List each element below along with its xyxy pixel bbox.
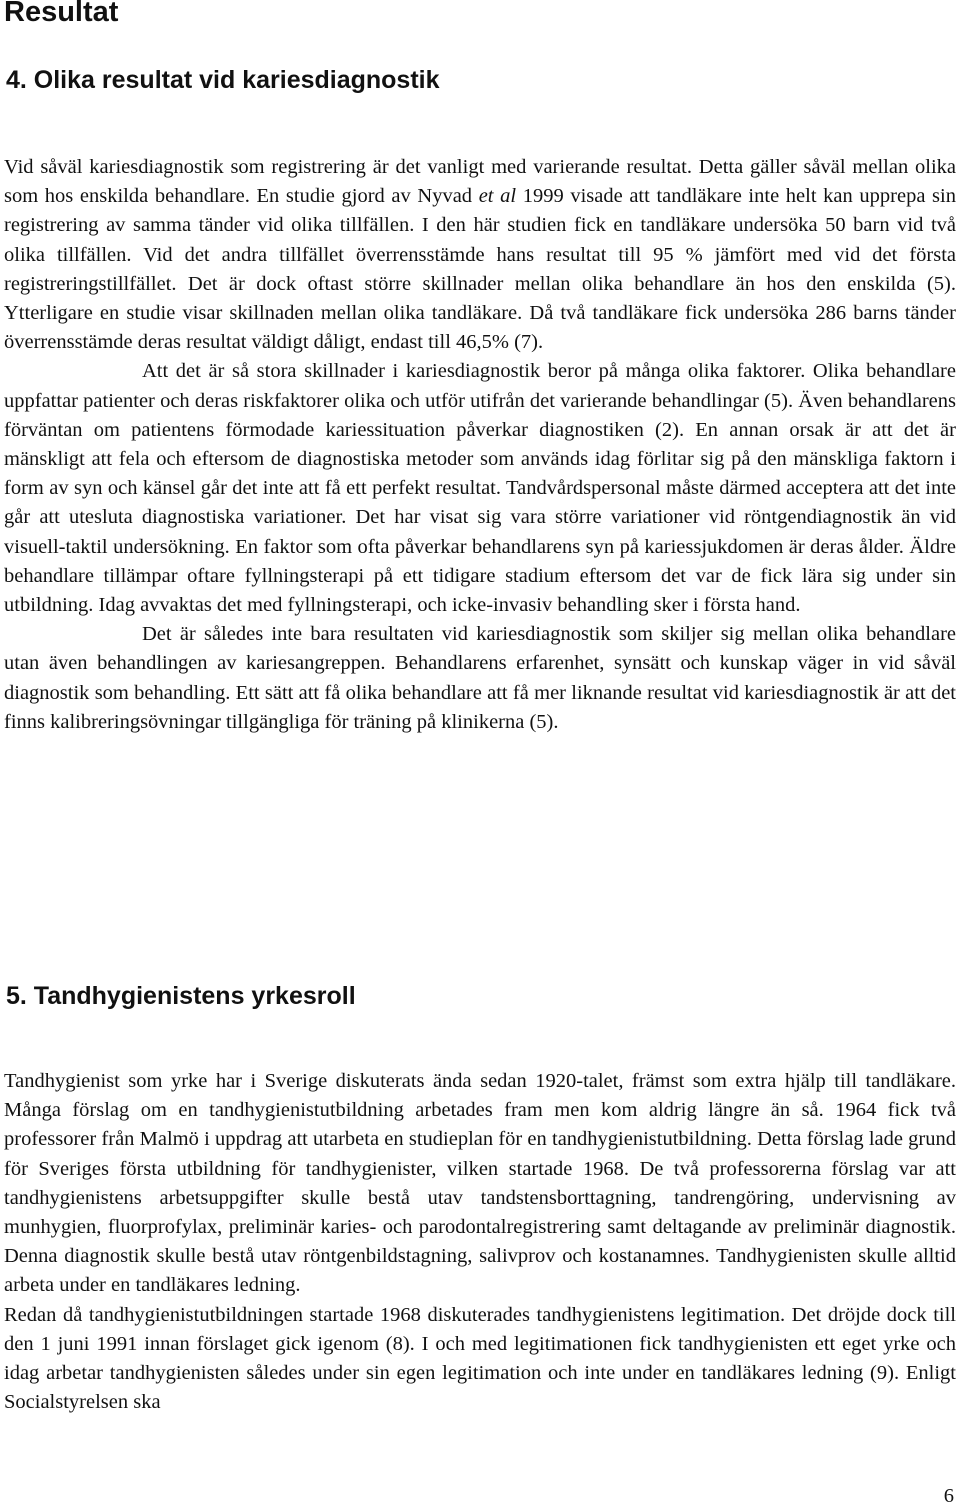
citation-et-al: et al bbox=[478, 185, 517, 208]
section-4-paragraph-1: Vid såväl kariesdiagnostik som registrering är det vanligt med varierande resultat. Detta gäller såväl mellan olika som hos enskilda behandlare. En studie gjord av Nyvad et al 1999 visade att tandläkare inte helt kan upprepa sin registrering av samma tänder vid olika tillfällen. I den här studien fick en tandläkare undersöka 50 barn vid två olika tillfällen. Vid det andra tillfället överrensstämde hans resultat till 95 % jämfört med vid det första registreringstillfället. Det är dock oftast större skillnader mellan olika behandlare än hos den enskilda (5). Ytterligare en studie visar skillnaden mellan olika tandläkare. Då två tandläkare fick undersöka 286 barns tänder överrensstämde deras resultat väldigt dåligt, endast till 46,5% (7). bbox=[4, 156, 956, 354]
section-heading-4: 4. Olika resultat vid kariesdiagnostik bbox=[6, 66, 440, 94]
section-5-paragraph-2: Redan då tandhygienistutbildningen startade 1968 diskuterades tandhygienistens legitimation. Det dröjde dock till den 1 juni 1991 innan förslaget gick igenom (8). I och med legitimationen fick tandhygienisten ett eget yrke och idag arbetar tandhygienisten således under sin egen legitimation och inte under en tandläkares ledning (9). Enligt Socialstyrelsen ska bbox=[4, 1303, 956, 1414]
page-number: 6 bbox=[943, 1485, 954, 1507]
section-4-paragraph-3: Det är således inte bara resultaten vid kariesdiagnostik som skiljer sig mellan olika behandlare utan även behandlingen av kariesangreppen. Behandlarens erfarenhet, synsätt och kunskap väger in vid såväl diagnostik som behandling. Ett sätt att få olika behandlare att få mer liknande resultat vid kariesdiagnostik är att det finns kalibreringsövningar tillgängliga för träning på klinikerna (5). bbox=[4, 623, 956, 733]
section-5-paragraph-1: Tandhygienist som yrke har i Sverige diskuterats ända sedan 1920-talet, främst som extra hjälp till tandläkare. Många förslag om en tandhygienistutbildning arbetades fram men kom aldrig längre än så. 1964 fick två professorer från Malmö i uppdrag att utarbeta en studieplan för en tandhygienistutbildning. Detta förslag lade grund för Sveriges första utbildning för tandhygienister, vilken startade 1968. De två professorerna förslag var att tandhygienistens arbetsuppgifter skulle bestå utav tandstensborttagning, tandrengöring, undervisning av munhygien, fluorprofylax, preliminär karies- och parodontalregistrering samt deltagande av preliminär diagnostik. Denna diagnostik skulle bestå utav röntgenbildstagning, salivprov och kostanamnes. Tandhygienisten skulle alltid arbeta under en tandläkares ledning. bbox=[4, 1070, 956, 1297]
page-title: Resultat bbox=[4, 0, 119, 28]
section-heading-5: 5. Tandhygienistens yrkesroll bbox=[6, 982, 356, 1010]
section-4-body bbox=[4, 153, 956, 737]
section-4-paragraph-2: Att det är så stora skillnader i kariesdiagnostik beror på många olika faktorer. Olika behandlare uppfattar patienter och deras riskfaktorer olika och utför utifrån det varierande behandlingar (5). Även behandlarens förväntan om patientens förmodade kariessituation påverkar diagnostiken (2). En annan orsak är att det är mänskligt att fela och eftersom de diagnostiska metoder som används idag förlitar sig på den mänskliga faktorn i form av syn och känsel går det inte att få ett perfekt resultat. Tandvårdspersonal måste därmed acceptera att det inte går att utesluta diagnostiska variationer. Det har visat sig vara större variationer vid röntgendiagnostik än vid visuell-taktil undersökning. En faktor som ofta påverkar behandlarens syn på kariessjukdomen är deras ålder. Äldre behandlare tillämpar oftare fyllningsterapi på ett tidigare stadium eftersom det var de fick lära sig under sin utbildning. Idag avvaktas det med fyllningsterapi, och icke-invasiv behandling sker i första hand. bbox=[4, 360, 956, 617]
section-5-body bbox=[4, 1067, 956, 1417]
